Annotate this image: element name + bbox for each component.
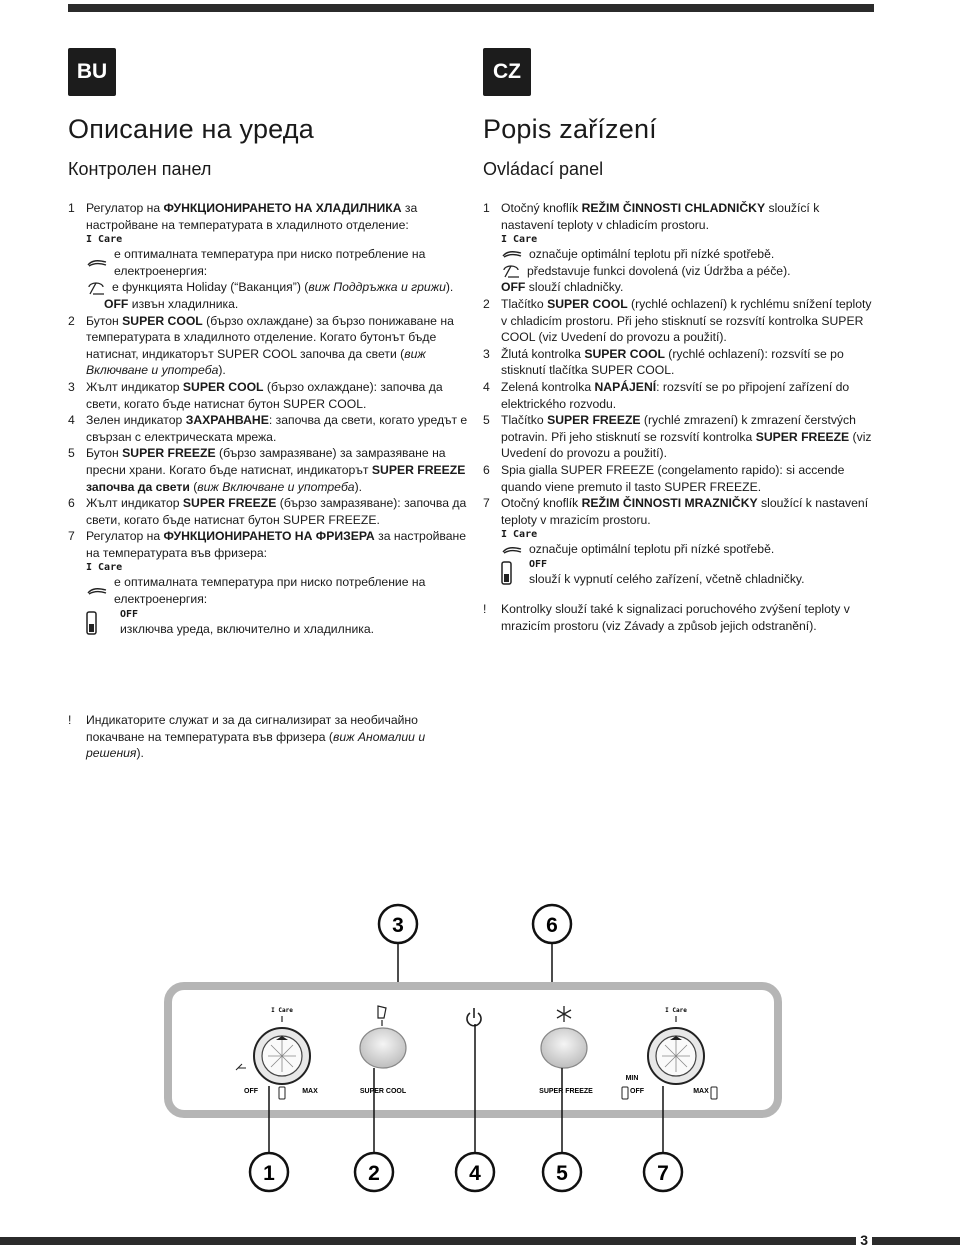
language-badge-bg: BU [68,48,116,96]
callout-5 [543,1153,581,1191]
svg-text:3: 3 [392,914,404,937]
list-item: 3 Žlutá kontrolka SUPER COOL (rychlé ochlazení): rozsvítí se po stisknutí tlačítka SUPER COOL. [483,346,844,378]
list-item: 3 Жълт индикатор SUPER COOL (бързо охлаждане): започва да свети, когато бъде натиснат бутон SUPER COOL. [68,379,443,411]
language-badge-cz: CZ [483,48,531,96]
svg-text:MIN: MIN [625,1075,639,1082]
callout-1 [250,1153,288,1191]
list-item: 2 Tlačítko SUPER COOL (rychlé ochlazení) k rychlému snížení teploty v chladicím prostoru. Při jeho stisknutí se rozsvítí kontrolka SUPER COOL (viz Uvedení do provozu a použití). [483,296,872,345]
svg-text:7: 7 [657,1162,669,1185]
svg-text:I Care: I Care [271,1007,293,1014]
list-item: 5 Бутон SUPER FREEZE (бързо замразяване) за замразяване на пресни храни. Когато бъде натиснат, индикаторът SUPER FREEZE започва да свети (виж Включване и употреба). [68,446,466,494]
svg-text:4: 4 [469,1162,481,1185]
svg-text:SUPER COOL: SUPER COOL [359,1088,407,1095]
bottom-rule [0,1237,960,1245]
eco-icon [86,258,108,268]
svg-text:5: 5 [556,1162,568,1185]
note-bg: ! Индикаторите служат и за да сигнализират за необичайно покачване на температурата във фризера (виж Аномалии и решения). [68,713,426,761]
callout-7 [644,1153,682,1191]
item-list [68,200,468,637]
off-switch-icon [501,558,515,586]
section-title-cz: Ovládací panel [483,159,604,179]
list-item: 6 Spia gialla SUPER FREEZE (congelamento rapido): si accende quando viene premuto il tasto SUPER FREEZE. [483,462,845,494]
page-number: 3 [856,1232,872,1248]
svg-text:6: 6 [546,914,558,937]
list-item: 7 Otočný knoflík REŽIM ČINNOSTI MRAZNIČKY sloužící k nastavení teploty v mrazicím prostoru. I Care označuje optimální teplotu při nízké spotřebě. OFF slouží k vypnutí celého zařízení, včetně chladničky. [483,496,869,586]
svg-text:SUPER FREEZE: SUPER FREEZE [539,1088,593,1095]
svg-text:MAX: MAX [693,1088,709,1095]
holiday-icon [86,280,108,296]
svg-text:MAX: MAX [302,1088,318,1095]
off-switch-icon [86,608,100,636]
column-bg [68,114,468,637]
control-panel-diagram [0,890,960,1200]
list-item: 1 Otočný knoflík REŽIM ČINNOSTI CHLADNIČKY sloužící k nastavení teploty v chladicím prostoru. I Care označuje optimální teplotu při nízké spotřebě. představuje funkci dovolená (viz Údržba a péče). OFF slouží chladničky. [483,201,820,295]
list-item: 2 Бутон SUPER COOL (бързо охлаждане) за бързо понижаване на температурата в хладилното отделение. Когато бутонът бъде натиснат, индикаторът SUPER COOL започва да свети (виж Включване и употреба). [68,313,454,378]
svg-text:OFF: OFF [244,1088,258,1095]
top-rule [68,4,874,12]
item-list-cz [483,200,875,635]
eco-icon [501,545,523,555]
care-label: I Care [86,234,123,246]
callout-3 [379,905,417,943]
callout-4 [456,1153,494,1191]
svg-text:2: 2 [368,1162,380,1185]
list-item: 5 Tlačítko SUPER FREEZE (rychlé zmrazení) k zmrazení čerstvých potravin. Při jeho stisknutí se rozsvítí kontrolka SUPER FREEZE (viz Uvedení do provozu a použití). [483,413,872,461]
list-item: 7 Регулатор на ФУНКЦИОНИРАНЕТО НА ФРИЗЕРА за настройване на температурата във фризера: I Care е оптималната температура при ниско потребление на електроенергия: OFF изключва уреда, включително и хладилника. [68,529,467,636]
svg-text:I Care: I Care [665,1007,687,1014]
page-title: Описание на уреда [68,114,314,144]
eco-icon [501,249,523,259]
callout-2 [355,1153,393,1191]
note-cz: ! Kontrolky slouží také k signalizaci poruchového zvýšení teploty v mrazicím prostoru (viz Závady a způsob jejich odstranění). [483,602,850,634]
column-cz [483,114,875,635]
care-label: I Care [86,562,123,574]
section-title: Контролен панел [68,159,212,179]
list-item: 6 Жълт индикатор SUPER FREEZE (бързо замразяване): започва да свети, когато бъде натиснат бутон SUPER FREEZE. [68,496,467,527]
list-item: 1 Регулатор на ФУНКЦИОНИРАНЕТО НА ХЛАДИЛНИКА за настройване на температурата в хладилното отделение: I Care е оптималната температура при ниско потребление на електроенергия: е функцията Holiday (“Ваканция”) (виж Поддръжка и грижи). OFF извън хладилника. [68,200,468,313]
holiday-icon [501,263,523,279]
svg-text:1: 1 [263,1162,275,1185]
list-item: 4 Зелен индикатор ЗАХРАНВАНЕ: започва да свети, когато уредът е свързан с електрическата мрежа. [68,413,468,444]
eco-icon [86,586,108,596]
callout-6 [533,905,571,943]
list-item: 4 Zelená kontrolka NAPÁJENÍ: rozsvítí se po připojení zařízení do elektrického rozvodu. [483,379,850,411]
svg-text:OFF: OFF [630,1088,644,1095]
page-title-cz: Popis zařízení [483,114,657,144]
